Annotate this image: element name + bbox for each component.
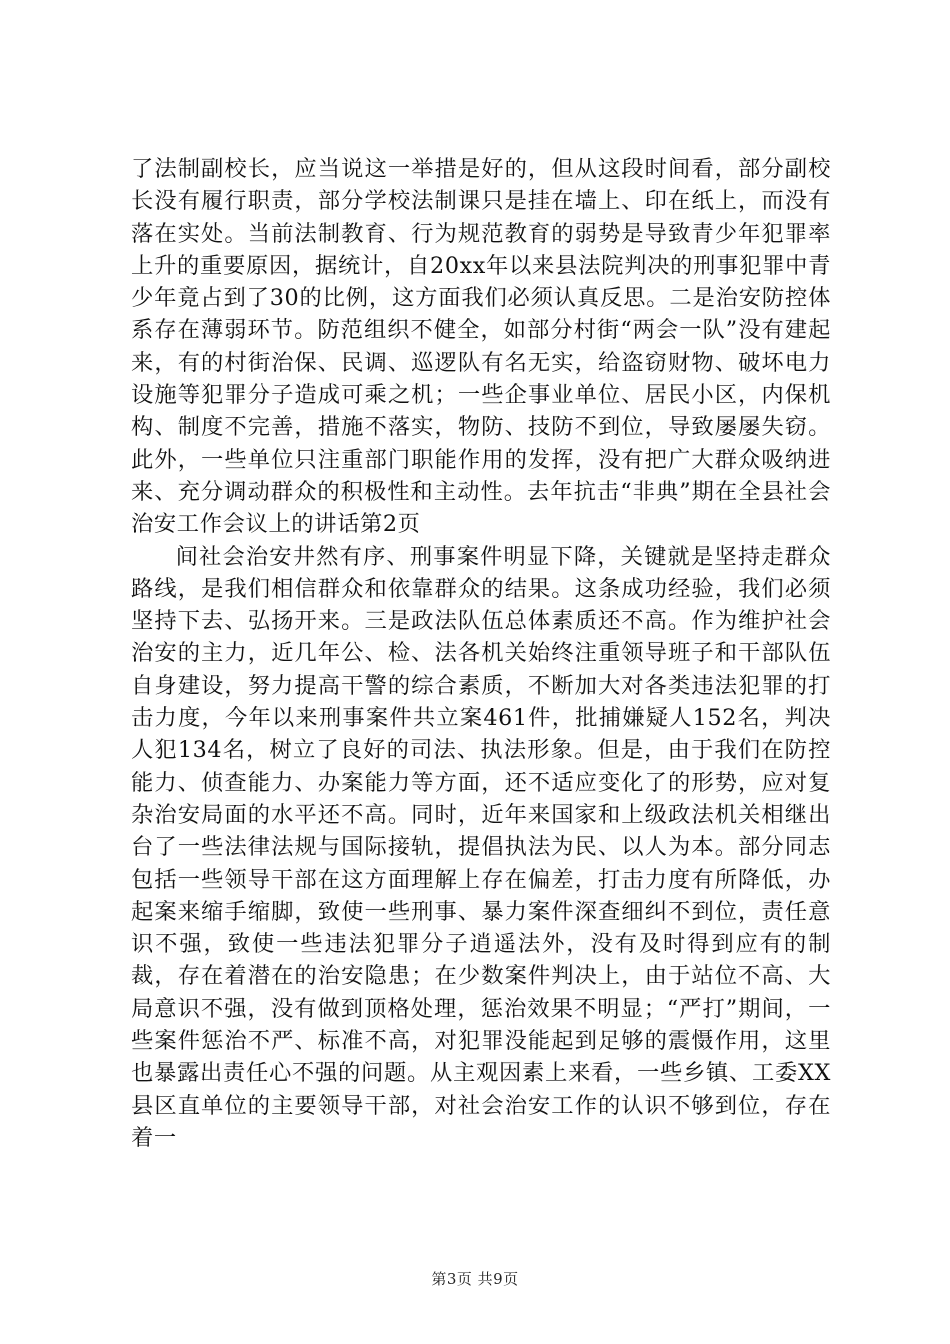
paragraph-1: 了法制副校长，应当说这一举措是好的，但从这段时间看，部分副校长没有履行职责，部分学校法制课只是挂在墙上、印在纸上，而没有落在实处。当前法制教育、行为规范教育的弱势是导致青少年犯罪率上升的重要原因，据统计，自20xx年以来县法院判决的刑事犯罪中青少年竟占到了30的比例，这方面我们必须认真反思。二是治安防控体系存在薄弱环节。防范组织不健全，如部分村街“两会一队”没有建起来，有的村街治保、民调、巡逻队有名无实，给盗窃财物、破坏电力设施等犯罪分子造成可乘之机；一些企事业单位、居民小区，内保机构、制度不完善，措施不落实，物防、技防不到位，导致屡屡失窃。此外，一些单位只注重部门职能作用的发挥，没有把广大群众吸纳进来、充分调动群众的积极性和主动性。去年抗击“非典”期在全县社会治安工作会议上的讲话第2页	[131, 156, 831, 538]
page-footer: 第3页 共9页	[431, 1270, 519, 1288]
body-text	[131, 153, 831, 1154]
paragraph-2: 间社会治安井然有序、刑事案件明显下降，关键就是坚持走群众路线，是我们相信群众和依靠群众的结果。这条成功经验，我们必须坚持下去、弘扬开来。三是政法队伍总体素质还不高。作为维护社会治安的主力，近几年公、检、法各机关始终注重领导班子和干部队伍自身建设，努力提高干警的综合素质，不断加大对各类违法犯罪的打击力度，今年以来刑事案件共立案461件，批捕嫌疑人152名，判决人犯134名，树立了良好的司法、执法形象。但是，由于我们在防控能力、侦查能力、办案能力等方面，还不适应变化了的形势，应对复杂治安局面的水平还不高。同时，近年来国家和上级政法机关相继出台了一些法律法规与国际接轨，提倡执法为民、以人为本。部分同志包括一些领导干部在这方面理解上存在偏差，打击力度有所降低，办起案来缩手缩脚，致使一些刑事、暴力案件深查细纠不到位，责任意识不强，致使一些违法犯罪分子逍遥法外，没有及时得到应有的制裁，存在着潜在的治安隐患；在少数案件判决上，由于站位不高、大局意识不强，没有做到顶格处理，惩治效果不明显；“严打”期间，一些案件惩治不严、标准不高，对犯罪没能起到足够的震慑作用，这里也暴露出责任心不强的问题。从主观因素上来看，一些乡镇、工委XX县区直单位的主要领导干部，对社会治安工作的认识不够到位，存在着一	[131, 543, 831, 1151]
